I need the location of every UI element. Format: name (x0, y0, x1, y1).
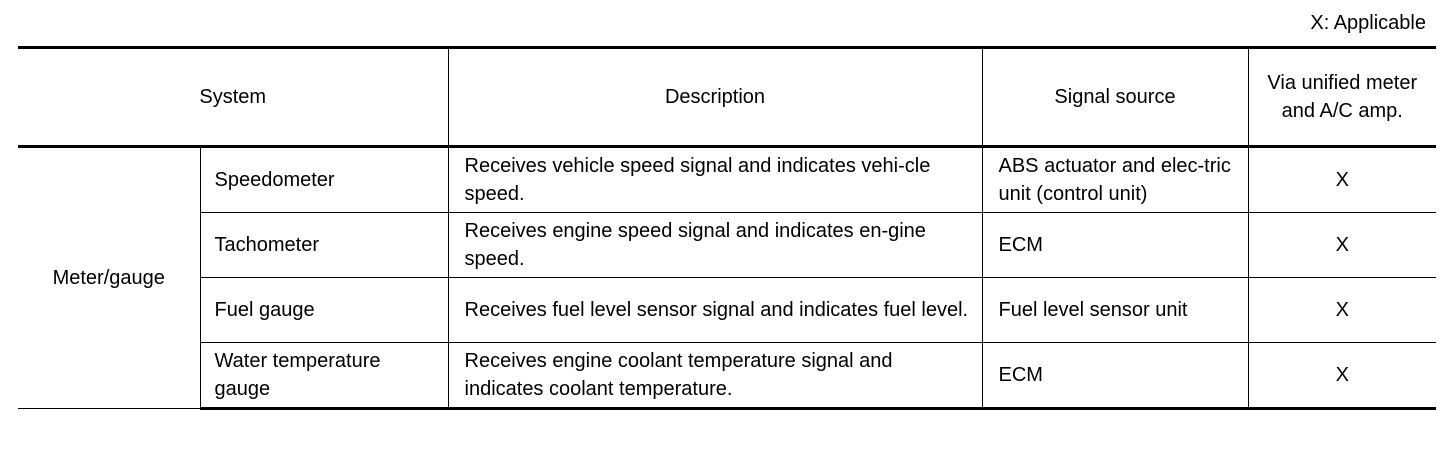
item-signal-source: ECM (982, 343, 1248, 409)
item-name: Water temperature gauge (200, 343, 448, 409)
item-applicable-mark: X (1248, 213, 1436, 278)
item-signal-source: ABS actuator and elec-tric unit (control unit) (982, 147, 1248, 213)
header-via-unified-meter: Via unified meter and A/C amp. (1248, 48, 1436, 147)
table-row (18, 213, 1436, 278)
table-header-row (18, 48, 1436, 147)
item-name: Tachometer (200, 213, 448, 278)
item-name: Speedometer (200, 147, 448, 213)
table-row (18, 278, 1436, 343)
header-system: System (18, 48, 448, 147)
item-applicable-mark: X (1248, 343, 1436, 409)
item-description: Receives vehicle speed signal and indicates vehi-cle speed. (448, 147, 982, 213)
item-applicable-mark: X (1248, 147, 1436, 213)
table-row (18, 343, 1436, 409)
item-description: Receives engine speed signal and indicates en-gine speed. (448, 213, 982, 278)
item-name: Fuel gauge (200, 278, 448, 343)
applicable-legend: X: Applicable (1310, 12, 1426, 34)
table-row (18, 147, 1436, 213)
header-description: Description (448, 48, 982, 147)
item-description: Receives fuel level sensor signal and indicates fuel level. (448, 278, 982, 343)
header-signal-source: Signal source (982, 48, 1248, 147)
item-signal-source: ECM (982, 213, 1248, 278)
item-signal-source: Fuel level sensor unit (982, 278, 1248, 343)
system-group-label: Meter/gauge (18, 147, 200, 409)
meter-gauge-table (18, 46, 1436, 410)
item-applicable-mark: X (1248, 278, 1436, 343)
item-description: Receives engine coolant temperature signal and indicates coolant temperature. (448, 343, 982, 409)
